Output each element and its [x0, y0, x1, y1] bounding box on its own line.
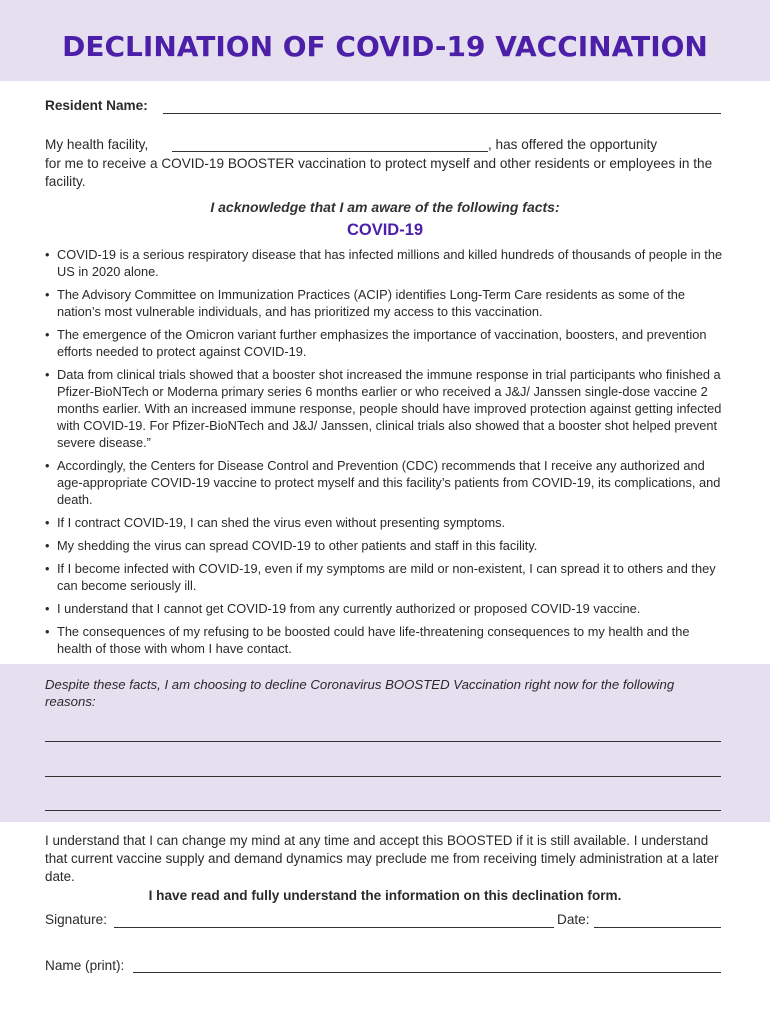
- bullet-icon: •: [45, 287, 50, 302]
- fact-item: [45, 246, 727, 280]
- fact-item: [45, 560, 727, 594]
- bullet-icon: •: [45, 624, 50, 639]
- reason-line-3[interactable]: [45, 810, 721, 811]
- resident-name-label: Resident Name:: [45, 98, 148, 113]
- facility-name-field[interactable]: [172, 151, 488, 152]
- acknowledge-heading: I acknowledge that I am aware of the following facts:: [210, 199, 560, 215]
- covid-subheading: COVID-19: [346, 221, 424, 239]
- fact-text: Accordingly, the Centers for Disease Control and Prevention (CDC) recommends that I receive any authorized and age-appropriate COVID-19 vaccine to protect myself and this facility’s patients from COVID-19, its complications, and death.: [57, 458, 721, 507]
- fact-text: Data from clinical trials showed that a booster shot increased the immune response in trial participants who finished a Pfizer-BioNTech or Moderna primary series 6 months earlier or who received a J&J/ Janssen single-dose vaccine 2 months earlier. With an increased immune response, people should have improved protection against getting infected with COVID-19. For Pfizer-BioNTech and J&J/ Janssen, clinical trials also showed that a booster shot helped prevent severe disease.”: [57, 367, 722, 450]
- bullet-icon: •: [45, 247, 50, 262]
- date-label: Date:: [557, 912, 590, 927]
- signature-field[interactable]: [114, 927, 554, 928]
- reason-line-2[interactable]: [45, 776, 721, 777]
- bullet-icon: •: [45, 327, 50, 342]
- fact-text: The emergence of the Omicron variant further emphasizes the importance of vaccination, boosters, and prevention efforts needed to protect against COVID-19.: [57, 327, 707, 359]
- facts-list: [45, 246, 727, 663]
- page-title: DECLINATION OF COVID-19 VACCINATION: [62, 30, 708, 63]
- fact-text: My shedding the virus can spread COVID-19 to other patients and staff in this facility.: [57, 538, 538, 553]
- bullet-icon: •: [45, 367, 50, 382]
- name-print-label: Name (print):: [45, 958, 125, 973]
- name-print-field[interactable]: [133, 972, 721, 973]
- fact-item: [45, 366, 727, 451]
- reason-line-1[interactable]: [45, 741, 721, 742]
- fact-text: If I become infected with COVID-19, even if my symptoms are mild or non-existent, I can spread it to others and they can become seriously ill.: [57, 561, 716, 593]
- fact-item: [45, 600, 727, 617]
- reasons-prompt: Despite these facts, I am choosing to decline Coronavirus BOOSTED Vaccination right now for the following reasons:: [45, 677, 675, 709]
- change-mind-paragraph: I understand that I can change my mind at any time and accept this BOOSTED if it is still available. I understand that current vaccine supply and demand dynamics may preclude me from receiving timely administration at a later date.: [45, 833, 719, 884]
- bullet-icon: •: [45, 515, 50, 530]
- fact-item: [45, 514, 727, 531]
- bullet-icon: •: [45, 458, 50, 473]
- fact-item: [45, 326, 727, 360]
- facility-offer-continuation: for me to receive a COVID-19 BOOSTER vaccination to protect myself and other residents or employees in the facility.: [45, 156, 713, 189]
- date-field[interactable]: [594, 927, 721, 928]
- fact-text: COVID-19 is a serious respiratory disease that has infected millions and killed hundreds of thousands of people in the US in 2020 alone.: [57, 247, 723, 279]
- bullet-icon: •: [45, 538, 50, 553]
- fact-text: The consequences of my refusing to be boosted could have life-threatening consequences to my health and the health of those with whom I have contact.: [57, 624, 690, 656]
- signature-label: Signature:: [45, 912, 107, 927]
- resident-name-field[interactable]: [163, 113, 721, 114]
- fact-text: If I contract COVID-19, I can shed the virus even without presenting symptoms.: [57, 515, 506, 530]
- fact-text: I understand that I cannot get COVID-19 from any currently authorized or proposed COVID-19 vaccine.: [57, 601, 641, 616]
- bullet-icon: •: [45, 561, 50, 576]
- understanding-statement: I have read and fully understand the information on this declination form.: [148, 888, 622, 903]
- facility-offer-text: , has offered the opportunity: [488, 137, 658, 152]
- fact-item: [45, 286, 727, 320]
- bullet-icon: •: [45, 601, 50, 616]
- fact-item: [45, 457, 727, 508]
- fact-item: [45, 537, 727, 554]
- fact-text: The Advisory Committee on Immunization Practices (ACIP) identifies Long-Term Care residents as some of the nation’s most vulnerable individuals, and has prioritized my access to this vaccination.: [57, 287, 686, 319]
- facility-label: My health facility,: [45, 137, 149, 152]
- fact-item: [45, 623, 727, 657]
